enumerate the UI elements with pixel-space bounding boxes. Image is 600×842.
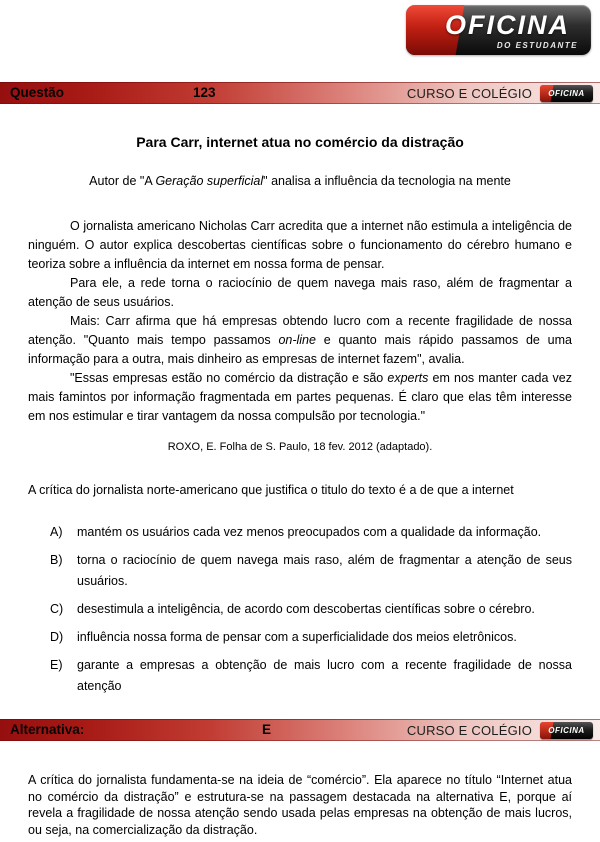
option-b-text: torna o raciocínio de quem navega mais raso, além de fragmentar a atenção de seus usuários. — [77, 553, 572, 588]
paragraph-4-text-cont: em nos manter cada vez mais famintos por informação fragmentada em partes pequenas. É claro que elas têm interesse em nos estimular e tirar vantagem da nossa compulsão por tecnologia." — [28, 371, 572, 423]
question-bar-right — [407, 82, 593, 104]
answer-explanation — [0, 772, 600, 838]
explanation-text: A crítica do jornalista fundamenta-se na ideia de “comércio”. Ela aparece no título “Internet atua no comércio da distração” e estrutura-se na passagem destacada na alternativa E, porque aí revela a fragilidade de nossa atenção sendo usada pelas empresas na obtenção de mais lucros, ou seja, na comercialização da distração. — [28, 773, 572, 837]
option-c — [50, 599, 572, 620]
mini-logo-brand-text: OFICINA — [548, 725, 585, 735]
option-a-text: mantém os usuários cada vez menos preocupados com a qualidade da informação. — [77, 525, 542, 539]
options-list — [28, 522, 572, 697]
mini-logo-brand-text: OFICINA — [548, 88, 585, 98]
article-subtitle — [28, 172, 572, 191]
paragraph-3-text: Mais: Carr afirma que há empresas obtendo lucro com a recente fragilidade de nossa atenção. "Quanto mais tempo passamos — [28, 314, 572, 347]
oficina-mini-logo-icon — [540, 722, 593, 739]
subtitle-prefix: Autor de "A — [89, 174, 156, 188]
answer-bar-label: Alternativa: — [10, 722, 85, 737]
paragraph-3-italic: on-line — [278, 333, 316, 347]
source-citation: ROXO, E. Folha de S. Paulo, 18 fev. 2012 (adaptado). — [167, 441, 433, 453]
answer-bar-right — [407, 719, 593, 741]
logo-tagline: DO ESTUDANTE — [496, 41, 578, 50]
paragraph-1: O jornalista americano Nicholas Carr acredita que a internet não estimula a inteligência de ninguém. O autor explica descobertas científicas sobre o funcionamento do cérebro humano e teoriza sobre a influência da internet em nossa forma de pensar. — [28, 219, 572, 271]
question-stem: A crítica do jornalista norte-americano que justifica o titulo do texto é a de que a internet — [28, 483, 514, 497]
question-number: 123 — [193, 85, 216, 100]
article-content — [0, 104, 600, 704]
option-b — [50, 550, 572, 592]
org-name-text: CURSO E COLÉGIO — [406, 722, 532, 738]
oficina-mini-logo-icon — [540, 85, 593, 102]
option-c-letter: C) — [50, 602, 64, 616]
org-name-text: CURSO E COLÉGIO — [406, 85, 532, 101]
paragraph-3 — [28, 312, 572, 369]
paragraph-2: Para ele, a rede torna o raciocínio de quem navega mais raso, além de fragmentar a atenção de seus usuários. — [28, 276, 572, 309]
paragraph-3-text-cont: e quanto mais rápido passamos de uma informação para a outra, mais dinheiro as empresas de internet fazem", avalia. — [28, 333, 572, 366]
option-c-text: desestimula a inteligência, de acordo com descobertas científicas sobre o cérebro. — [77, 602, 535, 616]
subtitle-suffix: " analisa a influência da tecnologia na mente — [263, 174, 511, 188]
paragraph-4-italic: experts — [387, 371, 429, 385]
question-bar-label: Questão — [10, 85, 65, 100]
option-b-letter: B) — [50, 553, 63, 567]
option-d-text: influência nossa forma de pensar com a superficialidade dos meios eletrônicos. — [77, 630, 517, 644]
paragraph-4 — [28, 369, 572, 426]
option-a — [50, 522, 572, 543]
oficina-logo — [406, 5, 591, 55]
option-e-letter: E) — [50, 658, 63, 672]
option-e-text: garante a empresas a obtenção de mais lucro com a recente fragilidade de nossa atenção — [77, 658, 572, 693]
subtitle-italic-book-title: Geração superficial — [155, 174, 264, 188]
option-d — [50, 627, 572, 648]
article-body — [28, 217, 572, 426]
logo-brand-text: OFICINA — [445, 10, 570, 40]
question-bar — [0, 82, 600, 104]
paragraph-4-text: "Essas empresas estão no comércio da distração e são — [70, 371, 388, 385]
article-title: Para Carr, internet atua no comércio da distração — [136, 134, 464, 150]
option-d-letter: D) — [50, 630, 64, 644]
answer-value: E — [262, 722, 272, 737]
answer-bar — [0, 719, 600, 741]
option-a-letter: A) — [50, 525, 63, 539]
option-e — [50, 655, 572, 697]
